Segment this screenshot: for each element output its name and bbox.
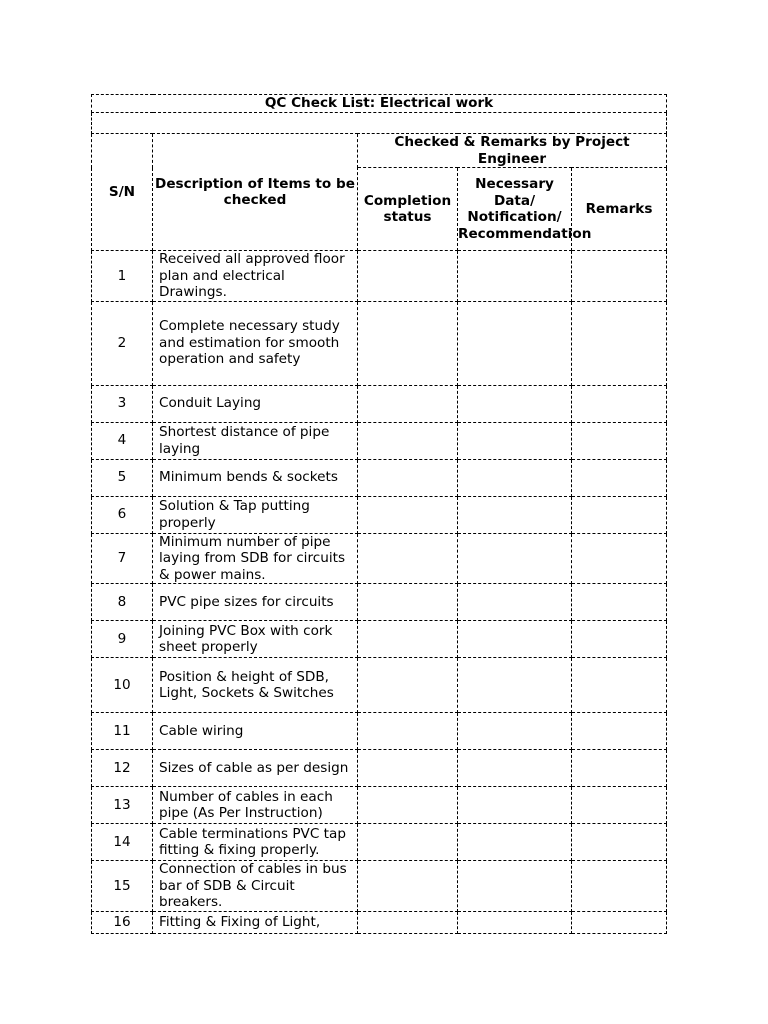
- table-row: [92, 251, 667, 302]
- header-row-1: [92, 134, 667, 168]
- completion-status-cell[interactable]: [358, 713, 458, 750]
- completion-status-cell[interactable]: [358, 496, 458, 533]
- table-row: [92, 911, 667, 933]
- table-row: [92, 496, 667, 533]
- necessary-data-cell[interactable]: [458, 459, 572, 496]
- completion-status-cell[interactable]: [358, 301, 458, 385]
- header-completion-status: Completion status: [358, 168, 458, 251]
- row-description: PVC pipe sizes for circuits: [153, 584, 358, 621]
- row-sn: 12: [92, 750, 153, 787]
- table-row: [92, 459, 667, 496]
- header-description: Description of Items to be checked: [153, 134, 358, 251]
- necessary-data-cell[interactable]: [458, 533, 572, 584]
- remarks-cell[interactable]: [572, 422, 667, 459]
- row-sn: 16: [92, 911, 153, 933]
- remarks-cell[interactable]: [572, 533, 667, 584]
- remarks-cell[interactable]: [572, 385, 667, 422]
- header-necessary-data: Necessary Data/ Notification/ Recommendation: [458, 168, 572, 251]
- empty-spacer-cell: [92, 113, 667, 134]
- row-sn: 1: [92, 251, 153, 302]
- row-sn: 14: [92, 824, 153, 861]
- row-sn: 11: [92, 713, 153, 750]
- remarks-cell[interactable]: [572, 658, 667, 713]
- completion-status-cell[interactable]: [358, 422, 458, 459]
- completion-status-cell[interactable]: [358, 385, 458, 422]
- completion-status-cell[interactable]: [358, 824, 458, 861]
- remarks-cell[interactable]: [572, 911, 667, 933]
- completion-status-cell[interactable]: [358, 911, 458, 933]
- row-description: Solution & Tap putting properly: [153, 496, 358, 533]
- row-description: Minimum number of pipe laying from SDB for circuits & power mains.: [153, 533, 358, 584]
- necessary-data-cell[interactable]: [458, 422, 572, 459]
- table-row: [92, 621, 667, 658]
- remarks-cell[interactable]: [572, 824, 667, 861]
- row-sn: 7: [92, 533, 153, 584]
- row-description: Position & height of SDB, Light, Sockets & Switches: [153, 658, 358, 713]
- qc-checklist-table: [91, 94, 667, 934]
- remarks-cell[interactable]: [572, 301, 667, 385]
- remarks-cell[interactable]: [572, 861, 667, 912]
- remarks-cell[interactable]: [572, 251, 667, 302]
- row-sn: 9: [92, 621, 153, 658]
- table-row: [92, 301, 667, 385]
- necessary-data-cell[interactable]: [458, 911, 572, 933]
- necessary-data-cell[interactable]: [458, 251, 572, 302]
- table-row: [92, 422, 667, 459]
- row-description: Complete necessary study and estimation for smooth operation and safety: [153, 301, 358, 385]
- title-row: [92, 95, 667, 113]
- remarks-cell[interactable]: [572, 584, 667, 621]
- row-description: Number of cables in each pipe (As Per Instruction): [153, 787, 358, 824]
- row-description: Cable terminations PVC tap fitting & fixing properly.: [153, 824, 358, 861]
- completion-status-cell[interactable]: [358, 533, 458, 584]
- row-sn: 15: [92, 861, 153, 912]
- necessary-data-cell[interactable]: [458, 584, 572, 621]
- necessary-data-cell[interactable]: [458, 621, 572, 658]
- row-sn: 4: [92, 422, 153, 459]
- spacer-row: [92, 113, 667, 134]
- necessary-data-cell[interactable]: [458, 824, 572, 861]
- row-description: Joining PVC Box with cork sheet properly: [153, 621, 358, 658]
- remarks-cell[interactable]: [572, 713, 667, 750]
- row-description: Sizes of cable as per design: [153, 750, 358, 787]
- header-remarks: Remarks: [572, 168, 667, 251]
- row-sn: 5: [92, 459, 153, 496]
- row-description: Conduit Laying: [153, 385, 358, 422]
- row-description: Received all approved floor plan and electrical Drawings.: [153, 251, 358, 302]
- table-row: [92, 533, 667, 584]
- table-row: [92, 824, 667, 861]
- necessary-data-cell[interactable]: [458, 658, 572, 713]
- completion-status-cell[interactable]: [358, 459, 458, 496]
- necessary-data-cell[interactable]: [458, 750, 572, 787]
- row-description: Cable wiring: [153, 713, 358, 750]
- completion-status-cell[interactable]: [358, 787, 458, 824]
- remarks-cell[interactable]: [572, 621, 667, 658]
- table-row: [92, 750, 667, 787]
- table-row: [92, 787, 667, 824]
- table-row: [92, 861, 667, 912]
- table-row: [92, 658, 667, 713]
- row-sn: 3: [92, 385, 153, 422]
- remarks-cell[interactable]: [572, 459, 667, 496]
- completion-status-cell[interactable]: [358, 861, 458, 912]
- completion-status-cell[interactable]: [358, 621, 458, 658]
- necessary-data-cell[interactable]: [458, 301, 572, 385]
- completion-status-cell[interactable]: [358, 584, 458, 621]
- header-sn: S/N: [92, 134, 153, 251]
- document-title: QC Check List: Electrical work: [92, 95, 667, 113]
- remarks-cell[interactable]: [572, 787, 667, 824]
- header-checked-remarks: Checked & Remarks by Project Engineer: [358, 134, 667, 168]
- table-row: [92, 584, 667, 621]
- completion-status-cell[interactable]: [358, 750, 458, 787]
- necessary-data-cell[interactable]: [458, 713, 572, 750]
- row-sn: 13: [92, 787, 153, 824]
- table-row: [92, 713, 667, 750]
- row-description: Fitting & Fixing of Light,: [153, 911, 358, 933]
- completion-status-cell[interactable]: [358, 658, 458, 713]
- remarks-cell[interactable]: [572, 750, 667, 787]
- row-sn: 8: [92, 584, 153, 621]
- table-row: [92, 385, 667, 422]
- row-description: Minimum bends & sockets: [153, 459, 358, 496]
- necessary-data-cell[interactable]: [458, 861, 572, 912]
- completion-status-cell[interactable]: [358, 251, 458, 302]
- row-description: Connection of cables in bus bar of SDB & Circuit breakers.: [153, 861, 358, 912]
- necessary-data-cell[interactable]: [458, 385, 572, 422]
- row-sn: 6: [92, 496, 153, 533]
- necessary-data-cell[interactable]: [458, 496, 572, 533]
- row-description: Shortest distance of pipe laying: [153, 422, 358, 459]
- remarks-cell[interactable]: [572, 496, 667, 533]
- row-sn: 10: [92, 658, 153, 713]
- row-sn: 2: [92, 301, 153, 385]
- necessary-data-cell[interactable]: [458, 787, 572, 824]
